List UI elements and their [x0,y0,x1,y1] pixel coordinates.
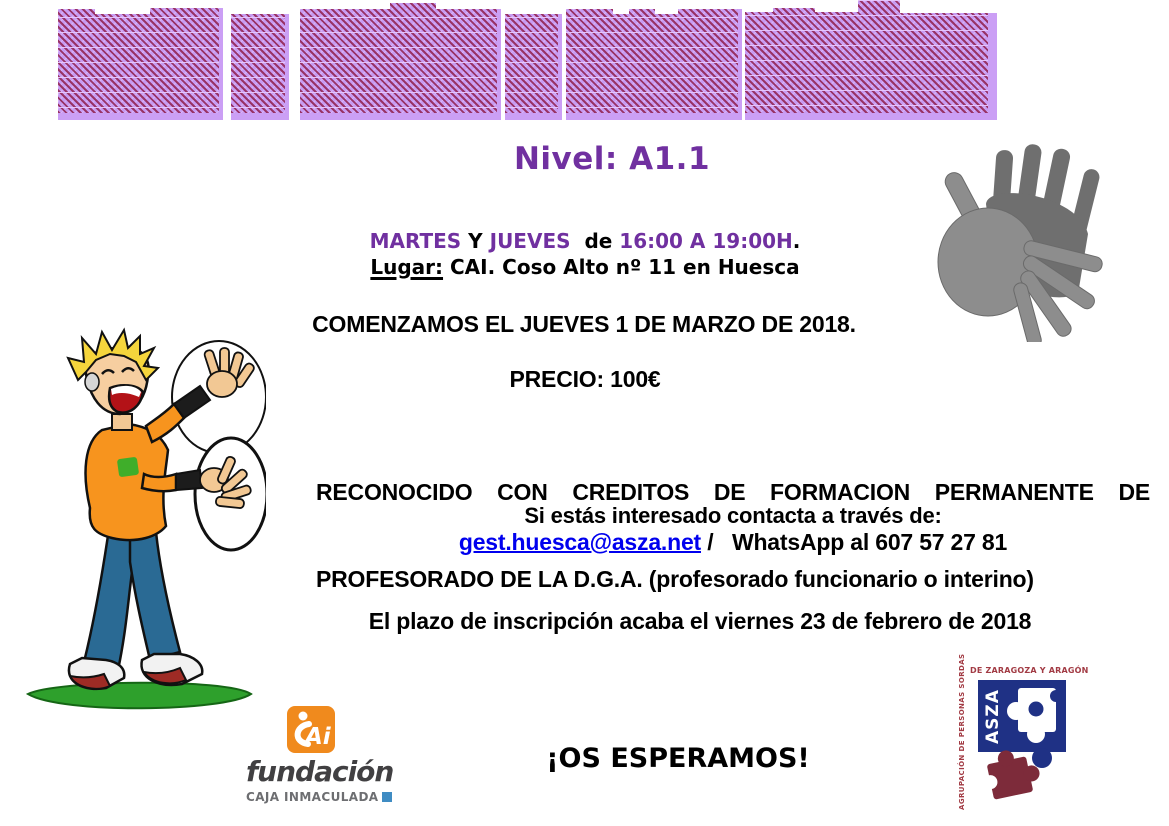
location-label: Lugar: [370,255,444,279]
hatch-pattern [300,2,497,113]
hatch-pattern [231,2,285,113]
credits-line-1: RECONOCIDO CON CREDITOS DE FORMACION PERMANENTE DE [316,479,1150,505]
page-title: Nivel: A1.1 [513,141,711,177]
banner-block [745,0,997,120]
schedule-days1: MARTES [369,229,462,253]
cai-logo [287,706,335,753]
closing-line: ¡OS ESPERAMOS! [546,743,810,774]
caja-inmaculada-text: CAJA INMACULADA [246,790,379,804]
banner-block [300,2,501,120]
price-line: PRECIO: 100€ [509,366,661,392]
location-line [335,255,835,279]
banner-block [566,2,742,120]
contact-line [433,529,1033,556]
hatch-pattern [566,2,738,113]
blue-square-icon [382,792,392,802]
cai-logo-glyph [287,706,335,753]
asza-puzzle-graphic [976,678,1086,808]
schedule-days2: JUEVES [489,229,571,253]
asza-blue-knob [1032,748,1052,768]
cai-letters: Ai [305,724,331,750]
schedule-de: de [570,229,620,253]
schedule-period: . [792,229,801,253]
neck [112,414,132,430]
start-date-line: COMENZAMOS EL JUEVES 1 DE MARZO DE 2018. [312,311,856,337]
asza-vertical-text: AGRUPACIÓN DE PERSONAS SORDAS [958,653,966,810]
hands-sign-language-photo [928,142,1113,342]
contact-intro: Si estás interesado contacta a través de: [524,503,942,528]
email-link[interactable]: gest.huesca@asza.net [458,529,701,555]
contact-separator: / [701,529,732,555]
hatch-pattern [58,2,219,113]
hatch-pattern [745,0,988,113]
schedule-and: Y [461,229,490,253]
leg [130,532,180,660]
ear [85,373,99,391]
fundacion-wordmark: fundación [246,755,394,788]
cartoon-boy-signing [26,322,266,722]
caja-inmaculada-wordmark [246,790,391,804]
grass [28,683,251,709]
banner-block [505,2,562,120]
banner-block [231,2,289,120]
asza-region-text: DE ZARAGOZA Y ARAGÓN [970,666,1089,675]
schedule-time: 16:00 A 19:00H [619,229,793,253]
asza-maroon-puzzle-piece [978,744,1043,801]
banner-block [58,2,223,120]
location-value: CAI. Coso Alto nº 11 en Huesca [443,255,800,279]
credits-line-2: PROFESORADO DE LA D.G.A. (profesorado funcionario o interino) [316,566,1034,592]
shirt-emblem [117,457,139,478]
leg [84,522,132,670]
sleeve [142,474,176,491]
schedule-line [335,229,835,253]
asza-logo [952,653,1092,819]
asza-acronym: ASZA [983,689,1003,744]
deadline-line: El plazo de inscripción acaba el viernes 23 de febrero de 2018 [368,608,1032,634]
forearm [176,470,202,490]
hatch-pattern [505,2,558,113]
whatsapp-text: WhatsApp al 607 57 27 81 [731,529,1008,555]
cai-dot [299,712,308,721]
